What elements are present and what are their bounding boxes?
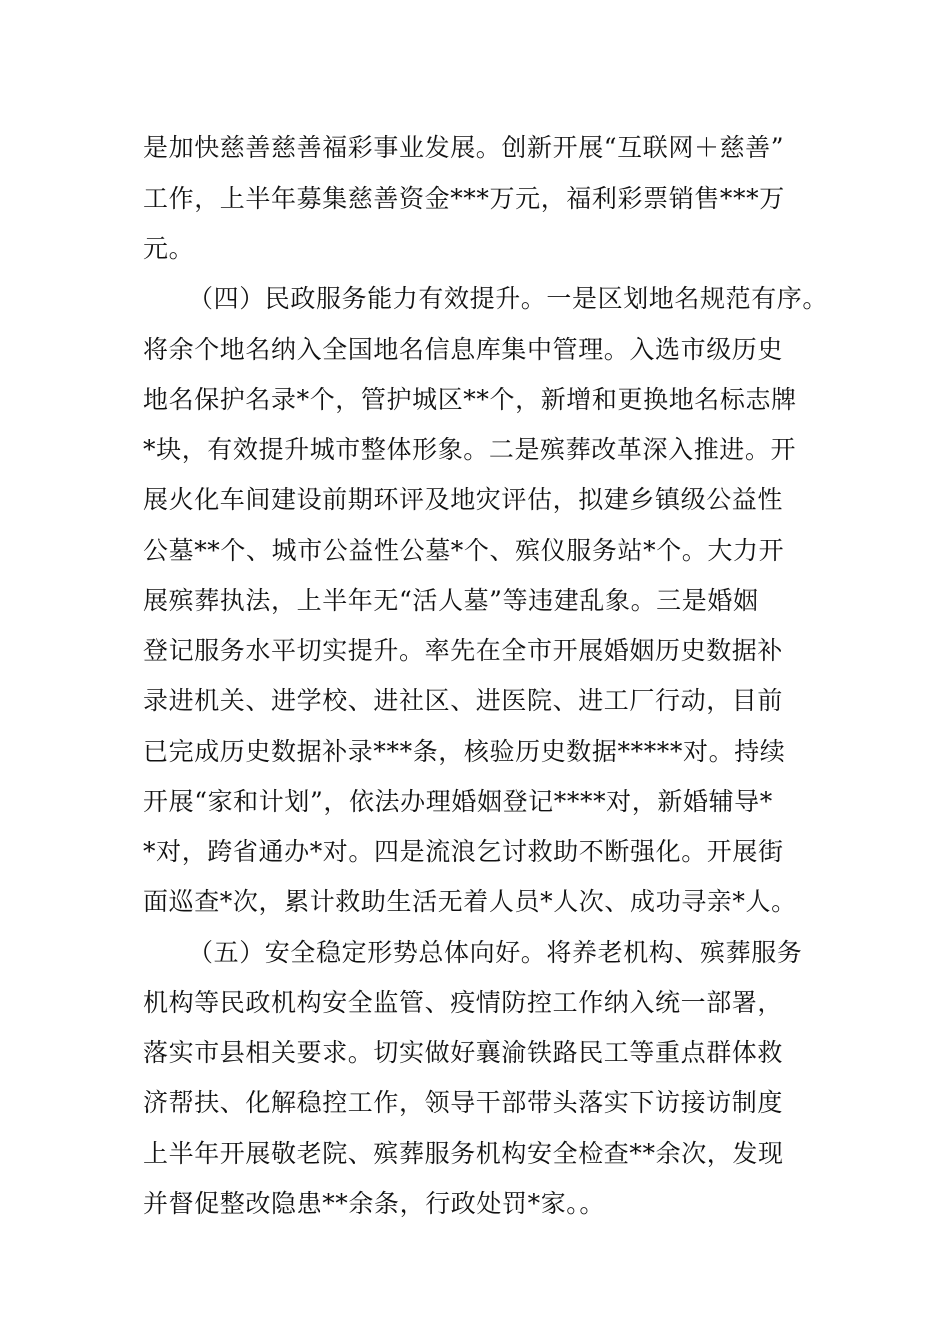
text-line: 济帮扶、化解稳控工作，领导干部带头落实下访接访制度 <box>143 1088 784 1117</box>
text-line: *对，跨省通办*对。四是流浪乞讨救助不断强化。开展街 <box>143 837 784 866</box>
text-line: 录进机关、进学校、进社区、进医院、进工厂行动，目前 <box>143 686 784 715</box>
text-line: 工作，上半年募集慈善资金***万元，福利彩票销售***万 <box>143 184 785 213</box>
text-line: 元。 <box>143 234 195 263</box>
text-line: 上半年开展敬老院、殡葬服务机构安全检查**余次，发现 <box>143 1139 784 1168</box>
text-line: 展殡葬执法，上半年无“活人墓”等违建乱象。三是婚姻 <box>143 586 759 615</box>
text-line: 开展“家和计划”，依法办理婚姻登记****对，新婚辅导* <box>143 787 773 816</box>
text-line: 登记服务水平切实提升。率先在全市开展婚姻历史数据补 <box>143 636 784 665</box>
text-line: 公墓**个、城市公益性公墓*个、殡仪服务站*个。大力开 <box>143 536 785 565</box>
text-line: 是加快慈善慈善福彩事业发展。创新开展“互联网＋慈善” <box>143 133 785 162</box>
section-heading-line: （四）民政服务能力有效提升。一是区划地名规范有序。 <box>188 284 829 313</box>
text-line: 地名保护名录*个，管护城区**个，新增和更换地名标志牌 <box>143 385 797 414</box>
section-heading-line: （五）安全稳定形势总体向好。将养老机构、殡葬服务 <box>188 938 803 967</box>
text-line: 并督促整改隐患**余条，行政处罚*家。。 <box>143 1189 606 1218</box>
text-line: 将余个地名纳入全国地名信息库集中管理。入选市级历史 <box>143 335 784 364</box>
text-line: 已完成历史数据补录***条，核验历史数据*****对。持续 <box>143 737 786 766</box>
text-line: 机构等民政机构安全监管、疫情防控工作纳入统一部署， <box>143 988 784 1017</box>
text-line: *块，有效提升城市整体形象。二是殡葬改革深入推进。开 <box>143 435 797 464</box>
text-line: 面巡查*次，累计救助生活无着人员*人次、成功寻亲*人。 <box>143 887 797 916</box>
text-line: 展火化车间建设前期环评及地灾评估，拟建乡镇级公益性 <box>143 485 784 514</box>
text-line: 落实市县相关要求。切实做好襄渝铁路民工等重点群体救 <box>143 1038 784 1067</box>
